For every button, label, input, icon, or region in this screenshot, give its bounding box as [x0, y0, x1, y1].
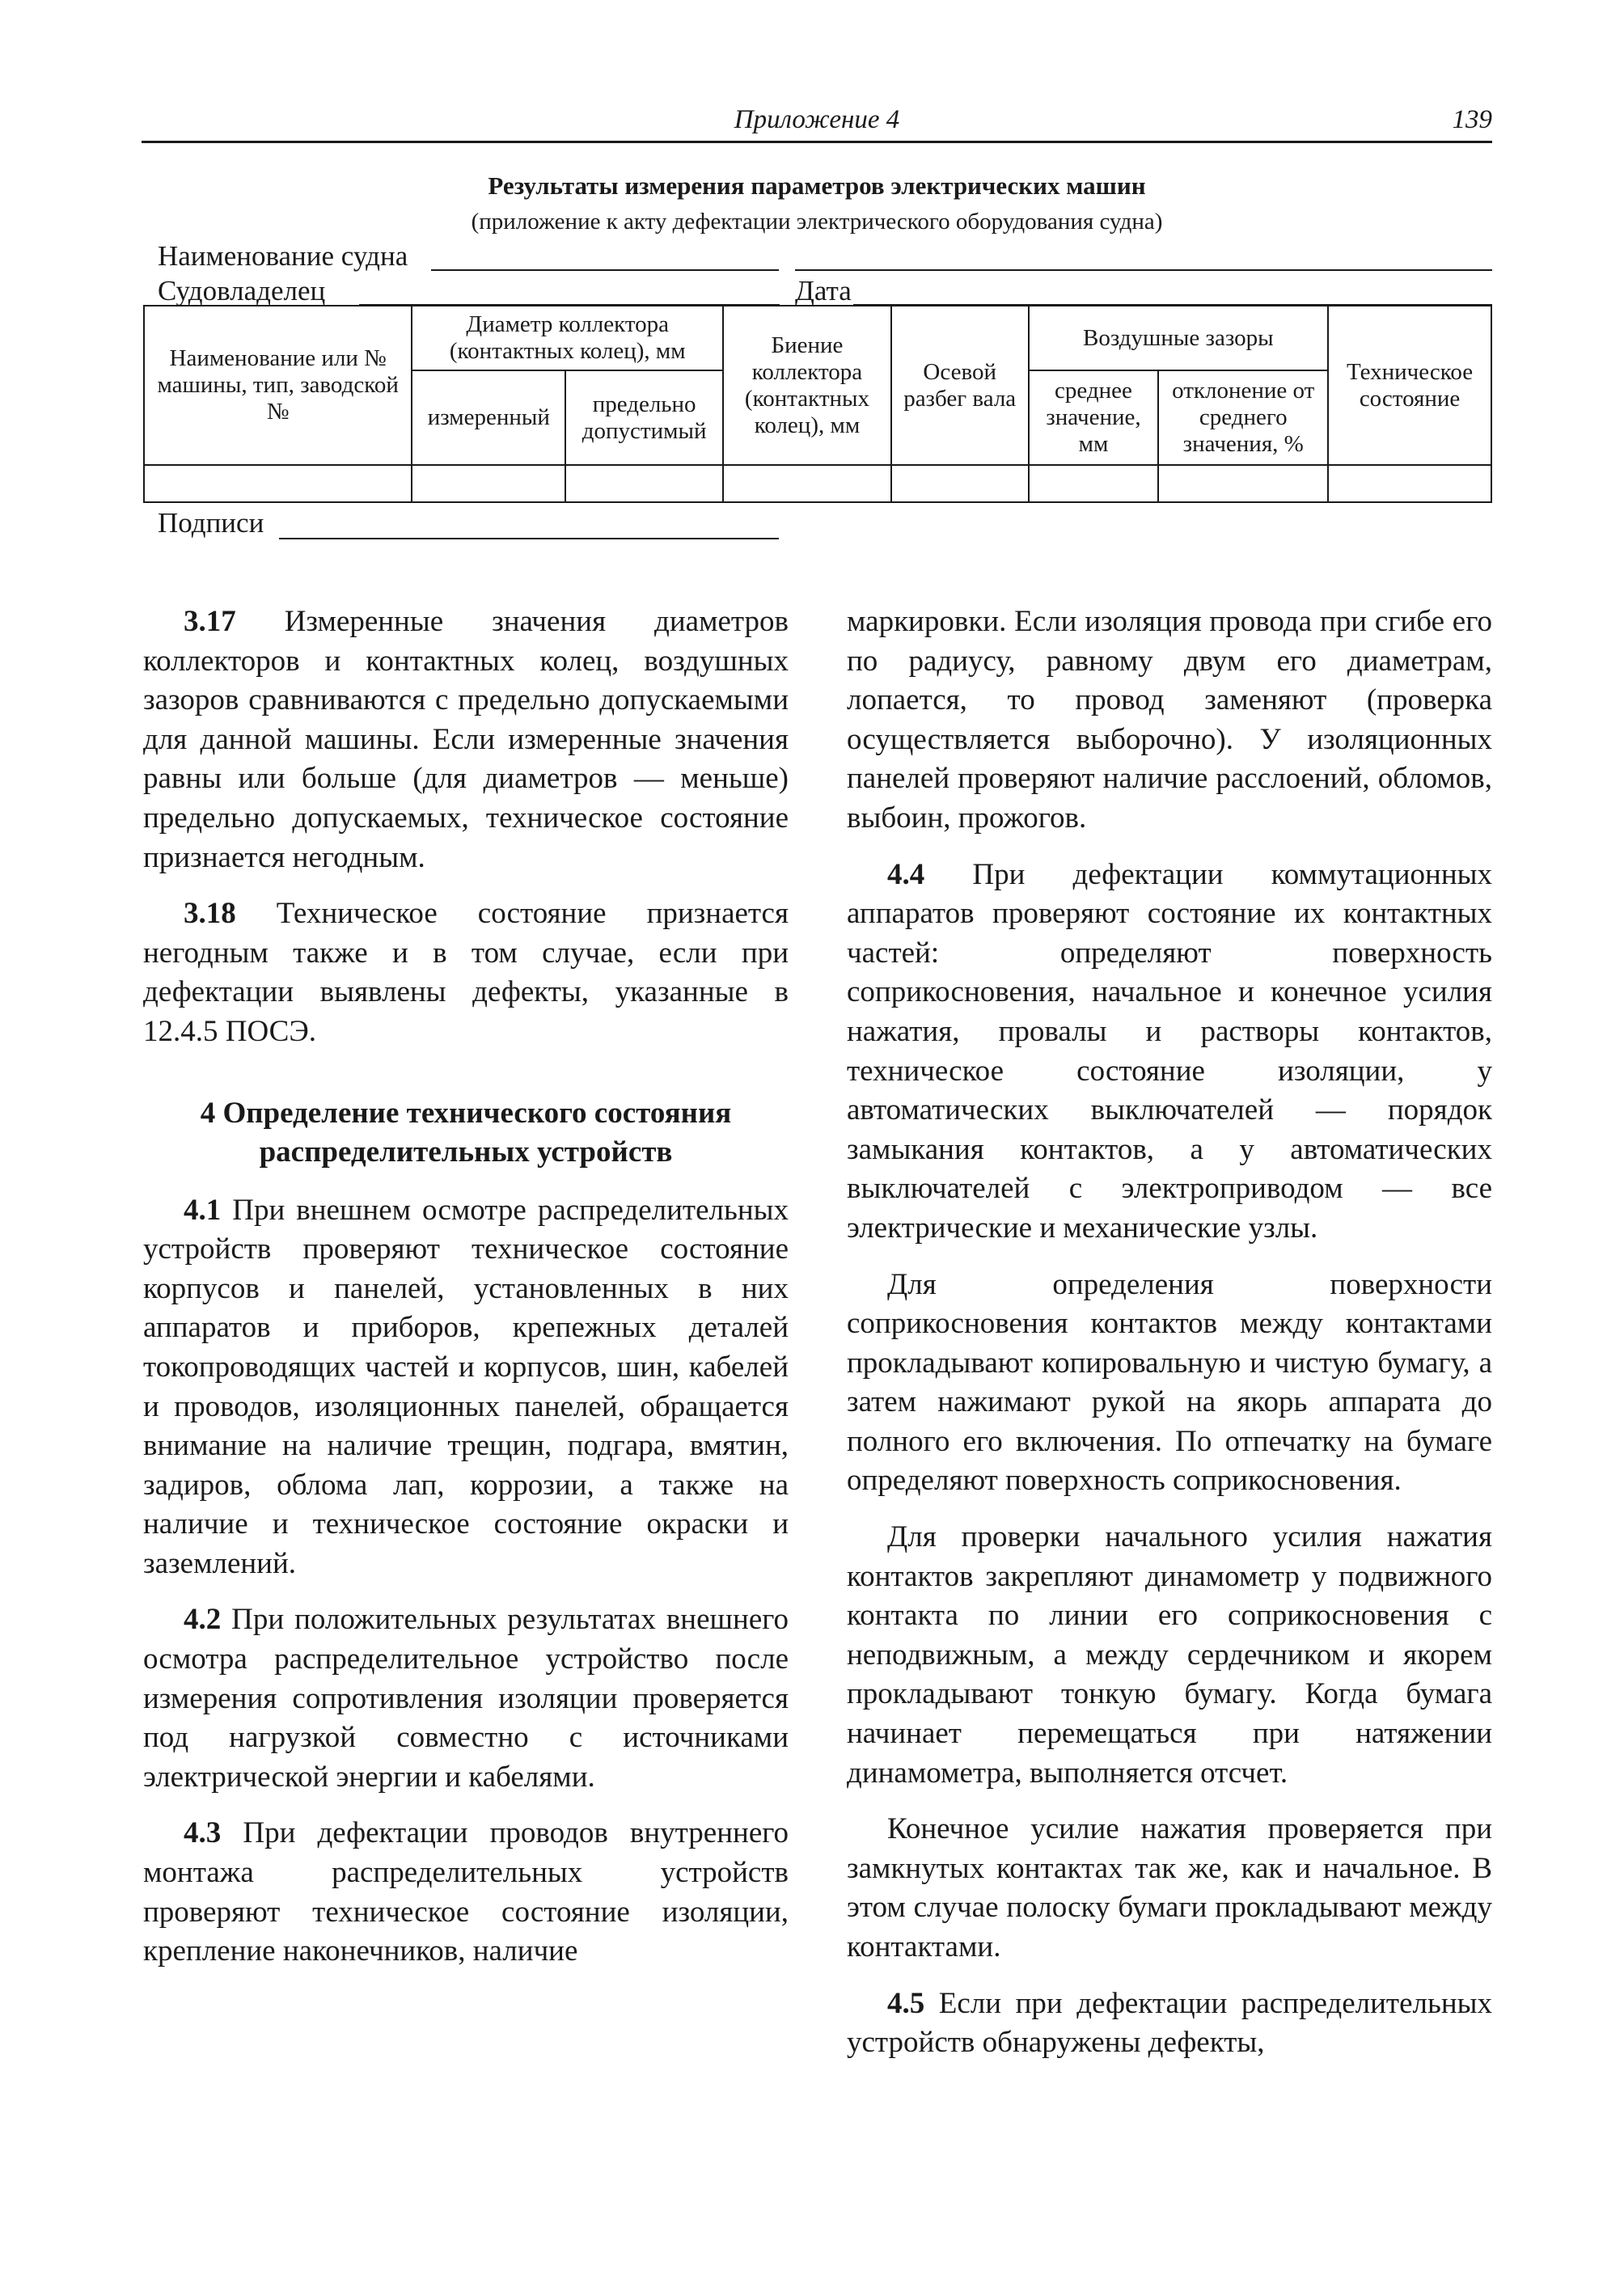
form-subtitle: (приложение к акту дефектации электрического оборудования судна)	[471, 209, 1163, 235]
table-cell	[1029, 465, 1159, 502]
table-cell	[565, 465, 723, 502]
header-diameter-limit: предельно допустимый	[565, 370, 723, 465]
table-row	[144, 465, 1491, 502]
owner-label: Судовладелец	[158, 275, 326, 306]
paragraph-text: Техническое состояние признается негодным также и в том случае, если при дефектации выявлены дефекты, указанные в 12.4.5 ПОСЭ.	[143, 897, 789, 1048]
paragraph-3-18	[143, 894, 789, 1051]
header-runout: Биение коллектора (контактных колец), мм	[723, 306, 891, 465]
running-header	[142, 104, 1492, 143]
paragraph-number: 3.18	[184, 897, 236, 931]
paragraph-final-force: Конечное усилие нажатия проверяется при замкнутых контактах так же, как и начальное. В этом случае полоску бумаги прокладывают между контактами.	[847, 1812, 1492, 1963]
paragraph-number: 4.4	[887, 857, 925, 891]
measurement-table	[143, 305, 1492, 503]
table-cell	[723, 465, 891, 502]
paragraph-text: При дефектации проводов внутреннего монтажа распределительных устройств проверяют техническое состояние изоляции, крепление наконечников, наличие	[143, 1816, 789, 1968]
header-gap-deviation: отклонение от среднего значения, %	[1158, 370, 1328, 465]
signatures-line	[279, 538, 779, 539]
paragraph-initial-force: Для проверки начального усилия нажатия контактов закрепляют динамометр у подвижного контакта по линии его соприкосновения с неподвижным, а между сердечником и якорем прокладывают тонкую бумагу. Когда бумага начинает перемещаться при натяжении динамометра, выполняется отсчет.	[847, 1520, 1492, 1790]
header-diameter-measured: измеренный	[412, 370, 565, 465]
table-cell	[412, 465, 565, 502]
header-machine: Наименование или № машины, тип, заводской №	[144, 306, 412, 465]
paragraph-3-17	[143, 602, 789, 877]
running-title: Приложение 4	[734, 105, 900, 134]
paragraph-text: Измеренные значения диаметров коллекторов и контактных колец, воздушных зазоров сравниваются с предельно допускаемыми для данной машины. Если измеренные значения равны или больше (для диаметров — меньше) предельно допускаемых, техническое состояние признается негодным.	[143, 605, 789, 874]
paragraph-4-4	[847, 856, 1492, 1249]
paragraph-4-3-continued: маркировки. Если изоляция провода при сгибе его по радиусу, равному двум его диаметрам, лопается, то провод заменяют (проверка осуществляется выборочно). У изоляционных панелей проверяют наличие расслоений, обломов, выбоин, прожогов.	[847, 605, 1492, 835]
paragraph-4-1	[143, 1191, 789, 1584]
paragraph-number: 4.2	[184, 1603, 222, 1637]
table-cell	[891, 465, 1029, 502]
paragraph-4-3	[143, 1814, 789, 1971]
paragraph-text: При положительных результатах внешнего осмотра распределительное устройство после измерения сопротивления изоляции проверяется под нагрузкой совместно с источниками электрической энергии и кабелями.	[143, 1603, 789, 1794]
ship-name-label: Наименование судна	[158, 240, 408, 272]
header-air-gaps: Воздушные зазоры	[1029, 306, 1329, 370]
header-gap-mean: среднее значение, мм	[1029, 370, 1159, 465]
paragraph-number: 4.1	[184, 1193, 222, 1227]
paragraph-4-2	[143, 1600, 789, 1797]
left-column	[143, 602, 789, 1989]
table-cell	[1158, 465, 1328, 502]
header-condition: Техническое состояние	[1328, 306, 1491, 465]
header-diameter: Диаметр коллектора (контактных колец), мм	[412, 306, 723, 370]
date-label: Дата	[795, 275, 852, 306]
right-column	[847, 602, 1492, 2080]
paragraph-contact-surface: Для определения поверхности соприкосновения контактов между контактами прокладывают копировальную и чистую бумагу, а затем нажимают рукой на якорь аппарата до полного его включения. По отпечатку на бумаге определяют поверхность соприкосновения.	[847, 1267, 1492, 1498]
paragraph-number: 4.3	[184, 1816, 222, 1850]
table-cell	[1328, 465, 1491, 502]
ship-name-line-2	[795, 269, 1492, 271]
paragraph-text: При внешнем осмотре распределительных устройств проверяют техническое состояние корпусов и панелей, установленных в них аппаратов и приборов, крепежных деталей токопроводящих частей и корпусов, шин, кабелей и проводов, изоляционных панелей, обращается внимание на наличие трещин, подгара, вмятин, задиров, облома лап, коррозии, а также на наличие и техническое состояние окраски и заземлений.	[143, 1193, 789, 1580]
paragraph-number: 4.5	[887, 1986, 925, 2020]
ship-name-line	[431, 269, 779, 271]
paragraph-number: 3.17	[184, 605, 236, 638]
signatures-label: Подписи	[158, 507, 264, 539]
paragraph-text: Если при дефектации распределительных устройств обнаружены дефекты,	[847, 1986, 1493, 2060]
header-axial: Осевой разбег вала	[891, 306, 1029, 465]
paragraph-text: При дефектации коммутационных аппаратов проверяют состояние их контактных частей: определяют поверхность соприкосновения, начальное и конечное усилия нажатия, провалы и растворы контактов, техническое состояние изоляции, у автоматических выключателей — порядок замыкания контактов, а у автоматических выключателей с электроприводом — все электрические и механические узлы.	[847, 857, 1492, 1245]
paragraph-4-5	[847, 1985, 1492, 2063]
form-title: Результаты измерения параметров электрических машин	[488, 171, 1146, 200]
page-number: 139	[1452, 105, 1492, 134]
section-heading: 4 Определение технического состояния распределительных устройств	[200, 1096, 732, 1169]
table-cell	[144, 465, 412, 502]
